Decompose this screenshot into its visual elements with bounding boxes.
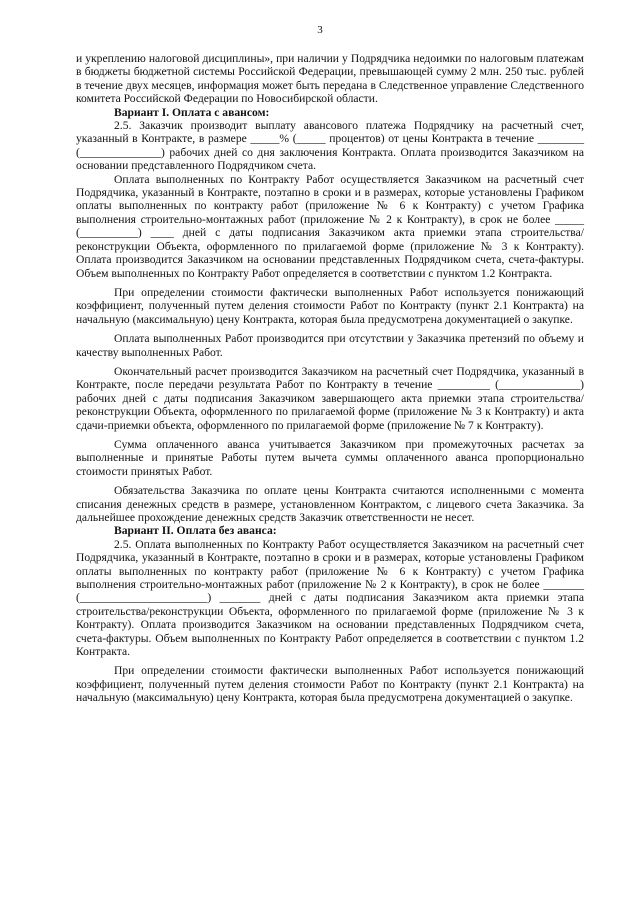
paragraph: Обязательства Заказчика по оплате цены Контракта считаются исполненными с момента списания денежных средств в размере, установленном Контрактом, с лицевого счета Заказчика. За дальнейшее прохождение денежных средств Заказчик ответственности не несет. — [76, 484, 584, 524]
paragraph: Окончательный расчет производится Заказчиком на расчетный счет Подрядчика, указанный в Контракте, после передачи результата Работ по Контракту в течение _________ (______________) рабочих дней с даты подписания Заказчиком завершающего акта приемки этапа строительства/реконструкции Объекта, оформленного по прилагаемой форме (приложение № 3 к Контракту) и акта сдачи-приемки объекта, оформленного по прилагаемой форме (приложение № 7 к Контракту). — [76, 364, 584, 432]
page-number: 3 — [317, 24, 323, 36]
section-heading: Вариант I. Оплата с авансом: — [114, 105, 270, 119]
paragraph: Оплата выполненных Работ производится при отсутствии у Заказчика претензий по объему и качеству выполненных Работ. — [76, 332, 584, 359]
paragraph: 2.5. Оплата выполненных по Контракту Работ осуществляется Заказчиком на расчетный счет Подрядчика, указанный в Контракте, поэтапно в сроки и в размерах, которые установлены Графиком оплаты выполненных по контракту работ (приложение № 6 к Контракту) с учетом Графика выполнения строительно-монтажных работ (приложение № 2 к Контракту), в срок не более _______ (______________________) _______ дней с даты подписания Заказчиком акта приемки этапа строительства/реконструкции Объекта, оформленного по прилагаемой форме (приложение № 3 к Контракту). Оплата производится Заказчиком на основании представленных Подрядчиком счета, счета-фактуры. Объем выполненных по Контракту Работ определяется в соответствии с пунктом 1.2 Контракта. — [76, 537, 584, 659]
paragraph: 2.5. Заказчик производит выплату авансового платежа Подрядчику на расчетный счет, указанный в Контракте, в размере _____% (_____ процентов) от цены Контракта в течение ________ (______________) рабочих дней со дня заключения Контракта. Оплата производится Заказчиком на основании представленного Подрядчиком счета. — [76, 119, 584, 173]
paragraph: Оплата выполненных по Контракту Работ осуществляется Заказчиком на расчетный счет Подрядчика, указанный в Контракте, поэтапно в сроки и в размерах, которые установлены Графиком оплаты выполненных по контракту работ (приложение № 6 к Контракту) с учетом Графика выполнения строительно-монтажных работ (приложение № 2 к Контракту), в срок не более _____ (__________) ____ дней с даты подписания Заказчиком акта приемки этапа строительства/реконструкции Объекта, оформленного по прилагаемой форме (приложение № 3 к Контракту). Оплата производится Заказчиком на основании представленных Подрядчиком счета, счета-фактуры. Объем выполненных по Контракту Работ определяется в соответствии с пунктом 1.2 Контракта. — [76, 172, 584, 280]
paragraph: и укреплению налоговой дисциплины», при наличии у Подрядчика недоимки по налоговым платежам в бюджеты бюджетной системы Российской Федерации, превышающей сумму 2 млн. 250 тыс. рублей в течение двух месяцев, информация может быть передана в Следственное управление Следственного комитета Российской Федерации по Новосибирской области. — [76, 52, 584, 106]
document-body — [76, 52, 584, 705]
paragraph: При определении стоимости фактически выполненных Работ используется понижающий коэффициент, полученный путем деления стоимости Работ по Контракту (пункт 2.1 Контракта) на начальную (максимальную) цену Контракта, которая была предусмотрена документацией о закупке. — [76, 285, 584, 326]
paragraph: Сумма оплаченного аванса учитывается Заказчиком при промежуточных расчетах за выполненные и принятые Работы путем вычета суммы оплаченного аванса пропорционально стоимости принятых Работ. — [76, 437, 584, 478]
section-heading: Вариант II. Оплата без аванса: — [114, 524, 277, 538]
paragraph: При определении стоимости фактически выполненных Работ используется понижающий коэффициент, полученный путем деления стоимости Работ по Контракту (пункт 2.1 Контракта) на начальную (максимальную) цену Контракта, которая была предусмотрена документацией о закупке. — [76, 664, 584, 705]
